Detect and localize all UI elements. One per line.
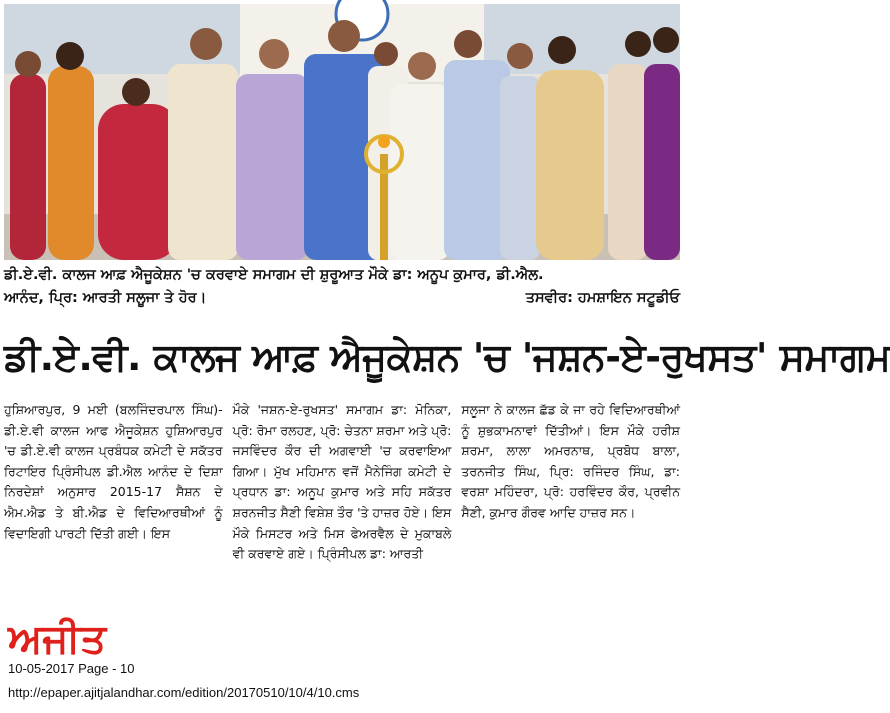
article-column-1: ਹੁਸ਼ਿਆਰਪੁਰ, 9 ਮਈ (ਬਲਜਿੰਦਰਪਾਲ ਸਿੰਘ)-ਡੀ.ਏ.ਵੀ ਕਾਲਜ ਆਫ ਐਜੂਕੇਸ਼ਨ ਹੁਸ਼ਿਆਰਪੁਰ 'ਚ ਡੀ.ਏ.ਵੀ ਕਾਲਜ ਪ੍ਰਬੰਧਕ ਕਮੇਟੀ ਦੇ ਸਕੱਤਰ ਰਿਟਾਇਰ ਪ੍ਰਿੰਸੀਪਲ ਡੀ.ਐਲ ਆਨੰਦ ਦੇ ਦਿਸ਼ਾ ਨਿਰਦੇਸ਼ਾਂ ਅਨੁਸਾਰ 2015-17 ਸੈਸ਼ਨ ਦੇ ਐਮ.ਐਡ ਤੇ ਬੀ.ਐਡ ਦੇ ਵਿਦਿਆਰਥੀਆਂ ਨੂੰ ਵਿਦਾਇਗੀ ਪਾਰਟੀ ਦਿੱਤੀ ਗਈ। ਇਸ (4, 402, 223, 541)
photo-caption (4, 264, 680, 310)
photo-credit: ਤਸਵੀਰ: ਹਮਸ਼ਾਇਨ ਸਟੂਡੀਓ (525, 290, 680, 306)
newspaper-masthead (8, 616, 218, 662)
masthead-name: ਅਜੀਤ (8, 616, 107, 662)
masthead-logo (8, 616, 218, 662)
date-page: 10-05-2017 Page - 10 (8, 661, 135, 676)
article-headline: ਡੀ.ਏ.ਵੀ. ਕਾਲਜ ਆਫ਼ ਐਜੂਕੇਸ਼ਨ 'ਚ 'ਜਸ਼ਨ-ਏ-ਰੁਖਸਤ' ਸਮਾਗਮ (4, 335, 890, 379)
article-body (4, 400, 680, 618)
photo-illustration (4, 4, 680, 260)
caption-line-1: ਡੀ.ਏ.ਵੀ. ਕਾਲਜ ਆਫ਼ ਐਜੂਕੇਸ਼ਨ 'ਚ ਕਰਵਾਏ ਸਮਾਗਮ ਦੀ ਸ਼ੁਰੂਆਤ ਮੌਕੇ ਡਾ: ਅਨੂਪ ਕੁਮਾਰ, ਡੀ.ਐਲ. (4, 267, 544, 283)
article-column-3: ਸਲੂਜਾ ਨੇ ਕਾਲਜ ਛੱਡ ਕੇ ਜਾ ਰਹੇ ਵਿਦਿਆਰਥੀਆਂ ਨੂੰ ਸ਼ੁਭਕਾਮਨਾਵਾਂ ਦਿੱਤੀਆਂ। ਇਸ ਮੌਕੇ ਹਰੀਸ਼ ਸ਼ਰਮਾ, ਲਾਲਾ ਅਮਰਨਾਥ, ਪ੍ਰਬੋਧ ਬਾਲਾ, ਤਰਨਜੀਤ ਸਿੰਘ, ਪ੍ਰਿ: ਰਜਿੰਦਰ ਸਿੰਘ, ਡਾ: ਵਰਸ਼ਾ ਮਹਿੰਦਰਾ, ਪ੍ਰੋ: ਹਰਵਿੰਦਰ ਕੌਰ, ਪ੍ਰਵੀਨ ਸੈਣੀ, ਕੁਮਾਰ ਗੌਰਵ ਆਦਿ ਹਾਜ਼ਰ ਸਨ। (461, 402, 681, 520)
article-column-2: ਮੌਕੇ 'ਜਸ਼ਨ-ਏ-ਰੁਖਸਤ' ਸਮਾਗਮ ਡਾ: ਮੋਨਿਕਾ, ਪ੍ਰੋ: ਰੋਮਾ ਰਲਹਣ, ਪ੍ਰੋ: ਚੇਤਨਾ ਸ਼ਰਮਾ ਅਤੇ ਪ੍ਰੋ: ਜਸਵਿੰਦਰ ਕੌਰ ਦੀ ਅਗਵਾਈ 'ਚ ਕਰਵਾਇਆ ਗਿਆ। ਮੁੱਖ ਮਹਿਮਾਨ ਵਜੋਂ ਮੈਨੇਜਿੰਗ ਕਮੇਟੀ ਦੇ ਪ੍ਰਧਾਨ ਡਾ: ਅਨੂਪ ਕੁਮਾਰ ਅਤੇ ਸਹਿ ਸਕੱਤਰ ਸ਼ਰਨਜੀਤ ਸੈਣੀ ਵਿਸ਼ੇਸ਼ ਤੌਰ 'ਤੇ ਹਾਜ਼ਰ ਹੋਏ। ਇਸ ਮੌਕੇ ਮਿਸਟਰ ਅਤੇ ਮਿਸ ਫੇਅਰਵੈਲ ਦੇ ਮੁਕਾਬਲੇ ਵੀ ਕਰਵਾਏ ਗਏ। ਪ੍ਰਿੰਸੀਪਲ ਡਾ: ਆਰਤੀ (232, 402, 452, 562)
caption-line-2: ਆਨੰਦ, ਪ੍ਰਿ: ਆਰਤੀ ਸਲੂਜਾ ਤੇ ਹੋਰ। (4, 290, 207, 306)
source-url: http://epaper.ajitjalandhar.com/edition/20170510/10/4/10.cms (8, 685, 360, 700)
news-photo (4, 4, 680, 260)
